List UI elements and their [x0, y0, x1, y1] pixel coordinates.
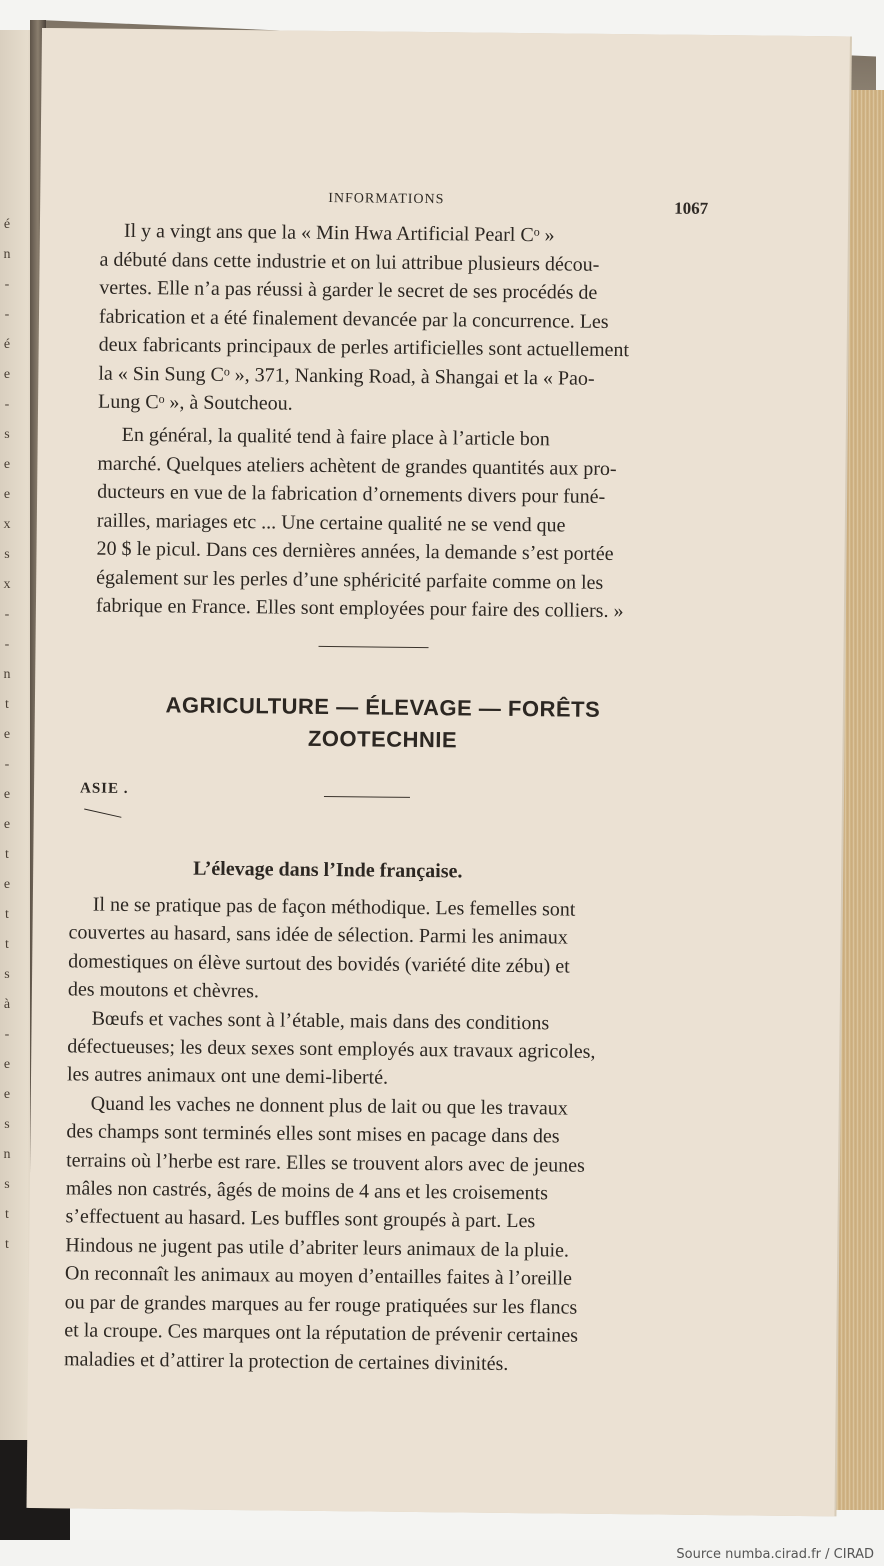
text-line: En général, la qualité tend à faire place à l’article bon: [121, 423, 550, 451]
facing-page-char: e: [3, 487, 11, 502]
facing-page-char: s: [4, 427, 10, 442]
text-line: également sur les perles d’une sphéricité parfaite comme on les: [96, 566, 604, 594]
text-line: a débuté dans cette industrie et on lui attribue plusieurs décou-: [99, 248, 600, 276]
facing-page-char: t: [5, 697, 9, 712]
text-line: des champs sont terminés elles sont mises en pacage dans des: [66, 1120, 560, 1148]
text-line: défectueuses; les deux sexes sont employés aux travaux agricoles,: [67, 1035, 596, 1063]
facing-page-char: -: [4, 307, 10, 322]
text-line: deux fabricants principaux de perles artificielles sont actuellement: [98, 333, 630, 362]
facing-page-char: n: [3, 247, 11, 262]
facing-page-char: -: [4, 1027, 10, 1042]
facing-page-char: é: [3, 337, 11, 352]
text-line: et la croupe. Ces marques ont la réputation de prévenir certaines: [64, 1319, 579, 1347]
facing-page-char: t: [5, 1207, 9, 1222]
text-line: domestiques on élève surtout des bovidés (variété dite zébu) et: [68, 950, 570, 978]
facing-page-char: -: [4, 637, 10, 652]
text-line: Il y a vingt ans que la « Min Hwa Artificial Pearl Cᵒ »: [123, 219, 555, 247]
facing-page-char: n: [3, 1147, 11, 1162]
region-label: ASIE .: [79, 780, 129, 797]
text-line: couvertes au hasard, sans idée de sélection. Parmi les animaux: [68, 921, 568, 949]
text-line: Quand les vaches ne donnent plus de lait ou que les travaux: [90, 1092, 568, 1120]
facing-page-char: e: [3, 367, 11, 382]
text-line: mâles non castrés, âgés de moins de 4 ans et les croisements: [65, 1177, 549, 1205]
running-title: INFORMATIONS: [328, 191, 445, 208]
text-line: maladies et d’attirer la protection de certaines divinités.: [63, 1347, 509, 1375]
section-underline: [324, 796, 410, 798]
facing-page-char: à: [3, 997, 11, 1012]
text-line: Bœufs et vaches sont à l’étable, mais dans des conditions: [91, 1007, 550, 1034]
facing-page-char: s: [4, 967, 10, 982]
section-title: [162, 689, 603, 758]
facing-page-char: e: [3, 457, 11, 472]
text-line: des moutons et chèvres.: [67, 978, 260, 1003]
text-line: ou par de grandes marques au fer rouge pratiquées sur les flancs: [64, 1290, 578, 1319]
facing-page-char: e: [3, 877, 11, 892]
paragraph-2: [96, 421, 698, 627]
facing-page-char: e: [3, 817, 11, 832]
facing-page-edge-text: [0, 210, 14, 1260]
text-line: On reconnaît les animaux au moyen d’entailles faites à l’oreille: [64, 1262, 573, 1290]
facing-page-char: s: [4, 1117, 10, 1132]
source-credit: Source numba.cirad.fr / CIRAD: [676, 1547, 874, 1562]
text-line: fabrication et a été finalement devancée par la concurrence. Les: [98, 305, 609, 333]
page-number: 1067: [674, 198, 709, 218]
text-line: s’effectuent au hasard. Les buffles sont groupés à part. Les: [65, 1205, 536, 1233]
region-underline: [84, 809, 121, 818]
text-line: fabrique en France. Elles sont employées pour faire des colliers. »: [95, 594, 624, 623]
facing-page-char: e: [3, 787, 11, 802]
facing-page-char: t: [5, 847, 9, 862]
facing-page-char: s: [4, 547, 10, 562]
facing-page-char: n: [3, 667, 11, 682]
facing-page-char: -: [4, 397, 10, 412]
text-line: 20 $ le picul. Dans ces dernières années, la demande s’est portée: [96, 537, 614, 566]
facing-page-char: e: [3, 1087, 11, 1102]
paragraph-1: [98, 217, 700, 423]
facing-page-char: t: [5, 937, 9, 952]
text-line: la « Sin Sung Cᵒ », 371, Nanking Road, à Shangai et la « Pao-: [98, 362, 595, 390]
facing-page-char: é: [3, 217, 11, 232]
text-line: railles, mariages etc ... Une certaine qualité ne se vend que: [96, 509, 566, 537]
text-line: ducteurs en vue de la fabrication d’ornements divers pour funé-: [97, 480, 606, 508]
article-body: [64, 890, 679, 1379]
facing-page-char: -: [4, 757, 10, 772]
facing-page-char: -: [4, 277, 10, 292]
text-line: vertes. Elle n’a pas réussi à garder le secret de ses procédés de: [99, 276, 598, 304]
article-title: L’élevage dans l’Inde française.: [193, 857, 463, 883]
text-line: les autres animaux ont une demi-liberté.: [66, 1063, 389, 1090]
facing-page-char: -: [4, 607, 10, 622]
section-title-line-1: AGRICULTURE — ÉLEVAGE — FORÊTS: [165, 692, 601, 722]
section-title-line-2: ZOOTECHNIE: [307, 725, 458, 753]
facing-page-char: t: [5, 907, 9, 922]
separator-rule: [319, 646, 429, 648]
text-line: Il ne se pratique pas de façon méthodique. Les femelles sont: [92, 893, 576, 921]
facing-page-char: e: [3, 727, 11, 742]
text-line: Hindous ne jugent pas utile d’abriter leurs animaux de la pluie.: [65, 1234, 570, 1262]
text-line: marché. Quelques ateliers achètent de grandes quantités aux pro-: [97, 452, 617, 480]
facing-page-char: e: [3, 1057, 11, 1072]
facing-page-char: x: [3, 517, 11, 532]
facing-page-char: x: [3, 577, 11, 592]
page-header: [288, 191, 709, 218]
facing-page-char: s: [4, 1177, 10, 1192]
text-line: terrains où l’herbe est rare. Elles se trouvent alors avec de jeunes: [66, 1148, 585, 1177]
facing-page-char: t: [5, 1237, 9, 1252]
text-line: Lung Cᵒ », à Soutcheou.: [97, 390, 293, 415]
document-page: [27, 28, 850, 1516]
